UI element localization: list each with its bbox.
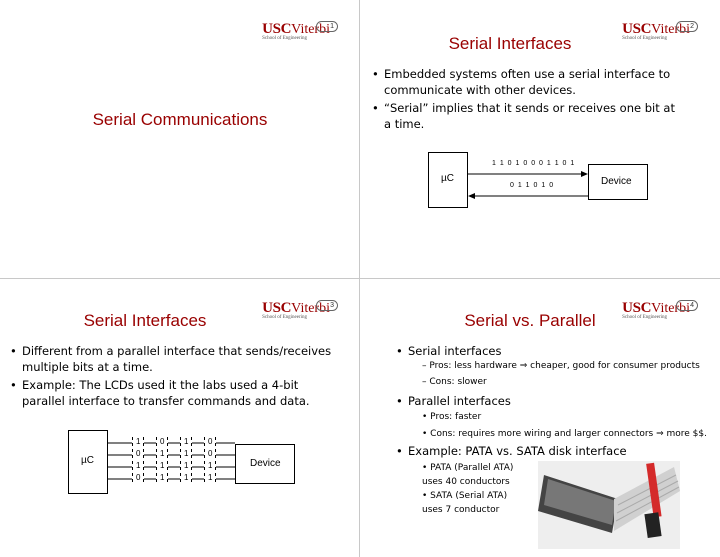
page-number: 2: [676, 21, 698, 32]
usc-viterbi-logo: USCViterbi School of Engineering: [622, 300, 690, 320]
parallel-bit: 1: [132, 437, 144, 446]
device-box: Device: [588, 164, 648, 200]
slide-title: Serial vs. Parallel: [464, 311, 596, 330]
cable-photo: [538, 461, 680, 549]
page-number: 3: [316, 300, 338, 311]
slide-title: Serial Communications: [92, 110, 268, 129]
slide-1[interactable]: [0, 0, 360, 278]
microcontroller-box: µC: [428, 152, 468, 208]
usc-viterbi-logo: USCViterbi School of Engineering: [262, 21, 330, 41]
page-number: 1: [316, 21, 338, 32]
bullet-item: • Embedded systems often use a serial interface to communicate with other devices.: [372, 67, 671, 97]
parallel-bit: 1: [156, 449, 168, 458]
sub-bullet: • Cons: requires more wiring and larger connectors ⇒ more $$.: [422, 429, 707, 439]
sub-bullet: – Pros: less hardware ⇒ cheaper, good for consumer products: [422, 361, 700, 371]
bullet-item: • Different from a parallel interface that sends/receives multiple bits at a time.: [10, 344, 332, 374]
sub-bullet: • Pros: faster: [422, 412, 482, 422]
bullet-item: • Example: The LCDs used it the labs used a 4-bit parallel interface to transfer commands and data.: [10, 378, 310, 408]
parallel-bit: 1: [204, 461, 216, 470]
sata-text: • SATA (Serial ATA) uses 7 conductor: [422, 491, 508, 515]
parallel-bit: 1: [180, 461, 192, 470]
tx-bits: 1 1 0 1 0 0 0 1 1 0 1: [492, 160, 576, 167]
parallel-bit: 0: [204, 449, 216, 458]
slide-2[interactable]: [360, 0, 720, 278]
bullet-item: • “Serial” implies that it sends or receives one bit at a time.: [372, 101, 675, 131]
device-box: Device: [235, 444, 295, 484]
usc-viterbi-logo: USCViterbi School of Engineering: [622, 21, 690, 41]
parallel-bit: 1: [156, 473, 168, 482]
page-number: 4: [676, 300, 698, 311]
microcontroller-box: µC: [68, 430, 108, 494]
parallel-bit: 1: [180, 449, 192, 458]
rx-bits: 0 1 1 0 1 0: [510, 182, 555, 189]
parallel-bit: 0: [132, 449, 144, 458]
parallel-bit: 1: [132, 461, 144, 470]
parallel-bit: 1: [180, 437, 192, 446]
parallel-bit: 0: [204, 437, 216, 446]
slide-4[interactable]: [360, 279, 720, 557]
parallel-bit: 1: [156, 461, 168, 470]
bullet-item: • Serial interfaces: [396, 344, 502, 358]
slide-title: Serial Interfaces: [448, 34, 572, 53]
pata-text: • PATA (Parallel ATA) uses 40 conductors: [422, 463, 514, 487]
parallel-bit: 1: [204, 473, 216, 482]
bullet-item: • Example: PATA vs. SATA disk interface: [396, 444, 627, 458]
usc-viterbi-logo: USCViterbi School of Engineering: [262, 300, 330, 320]
sub-bullet: – Cons: slower: [422, 377, 487, 387]
parallel-bit: 1: [180, 473, 192, 482]
parallel-bit: 0: [156, 437, 168, 446]
slide-3[interactable]: [0, 279, 360, 557]
bullet-item: • Parallel interfaces: [396, 394, 511, 408]
parallel-bit: 0: [132, 473, 144, 482]
slide-title: Serial Interfaces: [83, 311, 207, 330]
